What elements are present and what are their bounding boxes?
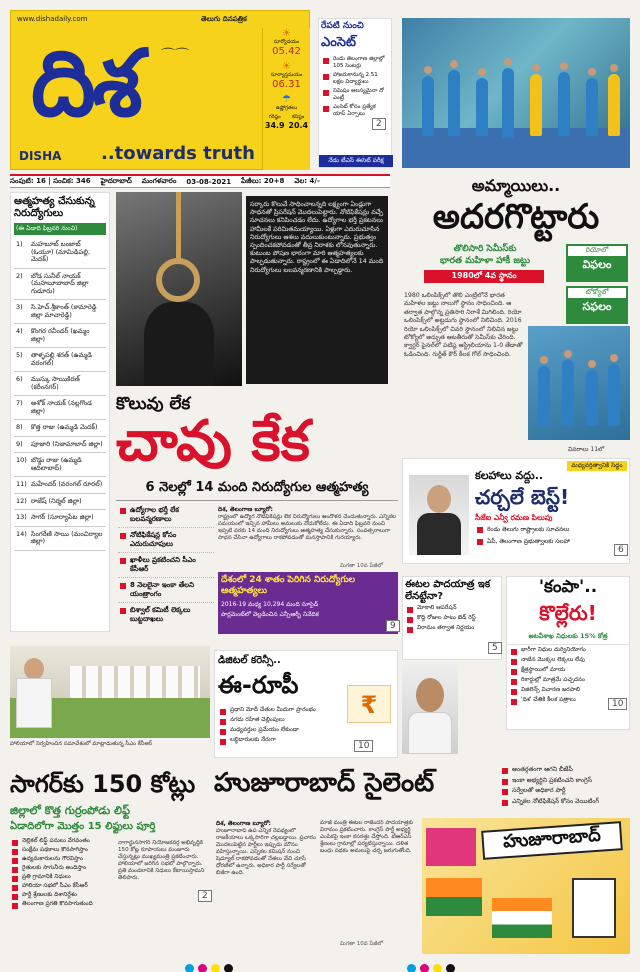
party-flag-saffron xyxy=(426,878,482,916)
sidebar-list-item xyxy=(14,348,106,372)
temp-max: 34.9 xyxy=(264,121,285,130)
ballot-box-icon xyxy=(572,878,616,938)
sidebar-item-text: మహేందర్ (వరంగల్ రూరల్) xyxy=(31,480,103,488)
masthead-tagline: తెలుగు దినపత్రిక xyxy=(201,15,247,23)
erupi-headline: ఈ-రూపీ xyxy=(218,671,299,699)
masthead-url[interactable]: www.dishadaily.com xyxy=(17,15,88,23)
sidebar-list-item xyxy=(14,437,106,454)
cji-item: రెండు తెలుగు రాష్ట్రాలకు సూచనలు xyxy=(475,525,625,534)
eamcet-title: ఎంసెట్ xyxy=(321,35,356,50)
sagar-item: సంక్షేమ పథకాలు కొనసాగిస్తాం xyxy=(10,847,114,854)
sidebar-subtitle: (ఈ ఏడాది ఫిబ్రవరి నుంచి) xyxy=(14,223,106,235)
lead-headline: చావు కేక xyxy=(116,409,310,474)
sagar-item: ఉద్యమకారులను గౌరవిస్తాం xyxy=(10,856,114,863)
sidebar-item-text: రాజేష్ (నిర్మల్ జిల్లా) xyxy=(31,496,82,505)
hockey-body: 1980 ఒలింపిక్స్‌లో తొలి ఎంట్రీలోనే భారత మహిళల జట్టు నాలుగో స్థానం సాధించింది. ఆ తర్వాత పాల్గొన్న ప్రతిసారి నిరాశే మిగిలింది. రియో ఒలింపిక్స్‌లో అట్టడుగు స్థానంలో నిలిచింది. 2016 రియో ఒలింపిక్స్‌లో చివరి స్థానంలో నిలిచిన జట్టు టోక్యోలో అద్భుత ఆటతీరుతో సెమీస్‌కు చేరింది. క్వార్టర్ ఫైనల్‌లో పటిష్ఠ ఆస్ట్రేలియాను 1-0 తేడాతో ఓడించింది. గుర్జీత్ కౌర్ కీలక గోల్ సాధించింది. xyxy=(404,292,523,358)
lead-point: బిశ్వాల్ కమిటీ లెక్కలు బుట్టదాఖలు xyxy=(118,606,214,624)
sagar-headline: సాగర్‌కు 150 కోట్లు xyxy=(10,770,196,798)
sunset-time: 06.31 xyxy=(272,79,301,90)
masthead-birds-icon: ⌒⌒ xyxy=(161,48,189,64)
sunset-icon: ☀ xyxy=(282,61,291,72)
sunrise-label: సూర్యోదయం xyxy=(273,39,300,45)
meta-day: మంగళవారం xyxy=(141,176,177,185)
sagar-item: ప్రతి గ్రామానికి నిధులు xyxy=(10,874,114,881)
huzurabad-item: ఇంకా అభ్యర్థిని ప్రకటించని కాంగ్రెస్ xyxy=(500,777,630,785)
meta-strip xyxy=(10,174,390,188)
eamcet-footer: నేడు టీఎస్ ఈసెట్ పరీక్ష xyxy=(319,155,393,167)
hockey-sub3: 1980లో 4వ స్థానం xyxy=(424,270,544,283)
sidebar-list-item xyxy=(14,237,106,269)
sidebar-item-text: మహబూబ్ బంజాబ్ (ఓయూ) (మామిడిపల్లి, మెదక్) xyxy=(31,240,91,263)
huzurabad-item: అంతర్గతంగా ఆగని బీజేపీ xyxy=(500,766,630,774)
sagar-item: నెల్లికల్ లిఫ్ట్ పనులు వేగవంతం xyxy=(10,838,114,845)
meta-price: వెల: 4/- xyxy=(294,176,320,185)
huzurabad-item: ఎన్నికల నోటిఫికేషన్ కోసం వెయిటింగ్ xyxy=(500,798,630,806)
lead-points xyxy=(118,506,214,627)
kampa-line2: కొల్లేరు! xyxy=(539,601,597,625)
tokyo-result: సఫలం xyxy=(582,300,612,313)
sidebar-item-text: కొంగర రవీందర్ (ఖమ్మం జిల్లా) xyxy=(31,327,90,343)
huzurabad-graphic-title: హుజూరాబాద్ xyxy=(481,821,623,860)
sidebar-list-item xyxy=(14,477,106,494)
sagar-sub1: జిల్లాలో కొత్త గుర్రంపోడు లిఫ్ట్ xyxy=(10,804,130,817)
color-registration-bar xyxy=(0,958,640,970)
lead-kicker: కొలువు లేక xyxy=(116,394,191,414)
sidebar-title: ఆత్మహత్య చేసుకున్న నిరుద్యోగులు xyxy=(14,196,95,219)
lead-intro: సర్కారు కొలువే సాధించాలన్నది లక్ష్యంగా ఏండ్లుగా సాధనతో ప్రిపరేషన్ మొదలుపెట్టారు. నోటిఫికేషన్లు వచ్చే సూచనలు కనిపించడం లేదు. ఉద్యోగాల భర్తీ ప్రకటనలు హామీలకే పరిమితమయ్యాయి. ఏళ్లుగా ఎదురుచూసిన నిరుద్యోగులు ఆశలు వదులుకుంటున్నారు. ప్రభుత్వం స్పందించకపోవడంతో తీవ్ర నిరాశకు లోనవుతున్నారు. కుటుంబ పోషణ భారంగా మారి ఆత్మహత్యలకు పాల్పడుతున్నారు. రాష్ట్రంలో ఈ ఏడాదిలోనే 14 మంది నిరుద్యోగులు బలవన్మరణానికి పాల్పడ్డారు. xyxy=(246,196,388,384)
sidebar-item-text: సి.హెచ్.శ్రీకాంత్ (కామారెడ్డి జిల్లా మాచారెడ్డి) xyxy=(31,303,97,319)
cji-kicker: మధ్యవర్తిత్వానికి సిద్ధం xyxy=(567,461,627,471)
sidebar-list-item xyxy=(14,510,106,527)
erupi-kicker: డిజిటల్ కరెన్సీ.. xyxy=(218,655,281,666)
hockey-headline: అదరగొట్టారు xyxy=(432,197,600,237)
sidebar-list-item xyxy=(14,420,106,437)
sagar-item: రైతులకు సాగునీరు అందిస్తాం xyxy=(10,865,114,872)
sidebar-item-text: పూజారి (నిజామాబాద్ జిల్లా) xyxy=(31,439,103,448)
sidebar-list-item xyxy=(14,494,106,511)
lead-body: రాష్ట్రంలో ఉద్యోగ నోటిఫికేషన్లు లేక నిరుద్యోగులు ఆందోళన చెందుతున్నారు. ఎన్నికల సమయంలో ఇచ్చిన హామీలు అమలుకు నోచుకోలేదు. ఈ ఏడాది ఫిబ్రవరి నుంచి ఇప్పటి వరకు 14 మంది నిరుద్యోగులు ఆత్మహత్య చేసుకున్నారు. సంవత్సరాలుగా సాధన చేసినా ఉద్యోగాలు రాకపోవడంతో మనస్తాపానికి గురయ్యారు. xyxy=(218,514,396,541)
erupi-logo-icon: ₹ xyxy=(347,685,391,723)
hockey-kicker: అమ్మాయిలు.. xyxy=(471,176,561,195)
sidebar-item-number: 14) xyxy=(16,529,27,538)
sidebar-list-item xyxy=(14,527,106,551)
page-ref-cji[interactable]: 6 xyxy=(614,544,628,556)
sunrise-time: 05.42 xyxy=(272,46,301,57)
huzurabad-body2: మాజీ మంత్రి ఈటల రాజేందర్ పాదయాత్రకు విరామం ప్రకటించారు. కాంగ్రెస్ పార్టీ అభ్యర్థి ఎంపికపై ఇంకా కసరత్తు చేస్తోంది. టీఆర్ఎస్ శ్రేణులు గ్రామాల్లో పర్యటిస్తున్నాయి. దళిత బంధు పథకం అమలుపై చర్చ జరుగుతోంది. xyxy=(320,820,414,854)
sunrise-icon: ☀ xyxy=(282,28,291,39)
meta-volume: సంపుటి: 16 | సంచిక: 346 xyxy=(10,176,91,185)
kampa-item: 'దిశ' చేతికి కీలక పత్రాలు xyxy=(509,697,627,704)
huzurabad-continued[interactable]: మిగతా 10వ పేజీలో xyxy=(340,941,384,947)
sidebar-list-item xyxy=(14,453,106,477)
kampa-line1: 'కంపా'.. xyxy=(538,577,598,597)
kcr-photo xyxy=(10,646,210,738)
huzurabad-byline: దిశ, తెలంగాణ బ్యూరో: xyxy=(216,820,271,827)
lead-continued[interactable]: మిగతా 10వ పేజీలో xyxy=(340,563,384,569)
lead-point: 8 నెలలైనా ఇంకా తేలని యంత్రాంగం xyxy=(118,581,214,603)
lead-point: ఖాళీలు ప్రకటించని సీఎం కేసీఆర్ xyxy=(118,556,214,578)
person-head xyxy=(144,302,214,386)
erupi-item: నగదు రహిత చెల్లింపులు xyxy=(218,717,338,724)
kampa-item: క్షేత్రస్థాయిలో మాయ xyxy=(509,667,627,674)
etela-item: విరామం తర్వాత నిర్ణయం xyxy=(405,625,499,632)
sidebar-item-number: 8) xyxy=(16,423,23,431)
eamcet-item: హాజరుకానున్న 2.51 లక్షల విద్యార్థులు xyxy=(321,72,389,85)
huzurabad-graphic xyxy=(422,818,630,954)
page-ref-etela[interactable]: 5 xyxy=(488,642,502,654)
eamcet-item: ఎంసెట్ కోసం ప్రత్యేక యాప్ ఏర్పాటు xyxy=(321,104,389,117)
hockey-celebration-photo xyxy=(528,326,630,440)
weather-icon: ☂ xyxy=(282,94,291,105)
noose-rope xyxy=(176,192,181,262)
lead-byline: దిశ, తెలంగాణ బ్యూరో: xyxy=(218,506,273,513)
meta-pages: పేజీలు: 20+8 xyxy=(241,176,285,185)
sagar-item: హాలియా సభలో సీఎం కేసీఆర్ xyxy=(10,883,114,890)
meta-date: 03-08-2021 xyxy=(186,177,232,186)
cji-line2: చర్చలే బెస్ట్! xyxy=(475,485,570,509)
kampa-tag: అటవీశాఖ నిధులకు 15% కోత్ర xyxy=(507,630,629,645)
page-ref-erupi[interactable]: 10 xyxy=(354,740,373,752)
etela-item: మోకాలి ఆపరేషన్ xyxy=(405,605,499,612)
sidebar-item-number: 9) xyxy=(16,439,23,448)
masthead-brand: DISHA xyxy=(19,149,62,163)
hockey-team-photo xyxy=(402,18,630,168)
sidebar-item-text: సాగర్ (సూర్యాపేట జిల్లా) xyxy=(31,513,94,521)
sidebar-item-number: 10) xyxy=(16,456,27,464)
sidebar-list-item xyxy=(14,269,106,301)
sidebar-item-text: ముస్కు సాయికిరణ్ (కరీంనగర్) xyxy=(31,375,80,391)
sidebar-item-text: బోడ సునీల్ నాయక్ (మహబూబాబాద్ జిల్లా గుడూరు) xyxy=(31,271,89,295)
sidebar-item-number: 5) xyxy=(16,351,23,359)
page-ref-sagar[interactable]: 2 xyxy=(198,890,212,902)
eamcet-item: నిమిషం ఆలస్యమైనా నో ఎంట్రీ xyxy=(321,88,389,101)
kampa-item: రికార్డుల్లో మాత్రమే పచ్చదనం xyxy=(509,677,627,684)
sidebar-item-text: కొత్త రాజు (ఉమ్మడి మెదక్) xyxy=(31,423,98,431)
sagar-item: తెలంగాణ ప్రగతి కొనసాగుతుంది xyxy=(10,901,114,908)
sidebar-list-item xyxy=(14,300,106,324)
noose-loop xyxy=(156,258,200,302)
kampa-item: భారీగా నిధుల దుర్వినియోగం xyxy=(509,647,627,654)
sagar-points xyxy=(10,838,114,910)
lead-subhead: 6 నెలల్లో 14 మంది నిరుద్యోగుల ఆత్మహత్య xyxy=(145,480,369,495)
kampa-item: విజిలెన్స్ విచారణ జరపాలి xyxy=(509,687,627,694)
cji-line1: కలహాలు వద్దు.. xyxy=(475,469,544,482)
sagar-body: నాగార్జునసాగర్ నియోజకవర్గ అభివృద్ధికి 150 కోట్ల రూపాయలు మంజూరు చేస్తున్నట్లు ముఖ్యమంత్రి ప్రకటించారు. హాలియాలో జరిగిన సభలో పాల్గొన్నారు. ప్రతి మండలానికి నిధులు కేటాయిస్తామని తెలిపారు. xyxy=(118,840,205,881)
masthead-slogan: ..towards truth xyxy=(101,143,255,164)
lead-point: ఉద్యోగాల భర్తీ లేక బలవన్మరణాలు xyxy=(118,506,214,528)
sidebar-list-item xyxy=(14,324,106,348)
sidebar-item-number: 3) xyxy=(16,303,23,311)
sidebar-item-number: 4) xyxy=(16,327,23,335)
unemployment-banner xyxy=(218,572,398,634)
eamcet-box xyxy=(318,18,392,168)
sidebar-item-text: తాళ్ళపల్లి శరత్ (ఉమ్మడి వరంగల్) xyxy=(31,351,92,367)
sidebar-item-number: 7) xyxy=(16,399,23,407)
sidebar-item-number: 11) xyxy=(16,480,27,488)
huzurabad-headline: హుజూరాబాద్ సైలెంట్ xyxy=(214,768,435,798)
sagar-item: పార్టీ శ్రేణులకు దిశానిర్దేశం xyxy=(10,892,114,899)
sidebar-item-text: సింగరేణి సాయి (మంచిర్యాల జిల్లా) xyxy=(31,529,103,545)
kampa-item: నాటిన మొక్కల లెక్కలు లేవు xyxy=(509,657,627,664)
sidebar-item-number: 6) xyxy=(16,375,23,383)
cji-box xyxy=(402,458,630,564)
eamcet-item: రెండు తెలంగాణ జిల్లాల్లో 105 సెంటర్లు xyxy=(321,56,389,69)
lead-point: నోటిఫికేషన్ల కోసం ఎదురుచూపులు xyxy=(118,531,214,553)
hockey-sub1: తొలిసారి సెమీస్‌కు xyxy=(453,244,517,254)
hockey-sub2: భారత మహిళా హాకీ జట్టు xyxy=(440,256,530,266)
etela-item: కొద్ది రోజుల పాటు బెడ్ రెస్ట్ xyxy=(405,615,499,622)
page-ref-banner[interactable]: 9 xyxy=(386,620,400,632)
tokyo-box xyxy=(566,286,628,324)
hockey-page-ref[interactable]: వివరాలు 11లో xyxy=(568,446,605,453)
etela-photo xyxy=(402,664,458,754)
party-flag-pink xyxy=(426,828,476,866)
sidebar-item-text: అశోక్ నాయక్ (నల్లగొండ జిల్లా) xyxy=(31,399,92,415)
cji-item: ఏపీ, తెలంగాణ ప్రభుత్వాలకు సలహా xyxy=(475,537,625,546)
sidebar-item-number: 13) xyxy=(16,513,27,521)
rio-box xyxy=(566,244,628,282)
banner-line2: పార్లమెంట్‌లో వెల్లడించిన ఎన్సీఆర్బీ నివేదిక xyxy=(221,611,319,618)
cji-sub: సీజేఐ ఎన్వీ రమణ పిలుపు xyxy=(475,513,553,522)
sidebar-item-number: 2) xyxy=(16,271,23,280)
banner-line1: 2016-19 మధ్య 10,294 మంది సూసైడ్ xyxy=(221,601,319,608)
temp-min: 20.4 xyxy=(288,121,309,130)
kcr-caption: హాలియాలో నిర్వహించిన సమావేశంలో మాట్లాడుతున్న సీఎం కేసీఆర్ xyxy=(10,741,153,747)
cji-photo xyxy=(409,475,469,555)
sunset-label: సూర్యాస్తమయం xyxy=(270,72,303,78)
erupi-item: మధ్యవర్తుల ప్రమేయం లేకుండా xyxy=(218,727,338,734)
sagar-sub2: ఏడాదిలోగా మొత్తం 15 లిఫ్టులు పూర్తి xyxy=(10,821,156,832)
suicides-sidebar xyxy=(10,192,110,632)
huzurabad-points xyxy=(500,766,630,808)
erupi-item: లబ్ధిదారులకు నేరుగా xyxy=(218,737,338,744)
masthead-logo: దిశ xyxy=(31,30,139,137)
rio-label: రియోలో xyxy=(568,246,626,256)
party-flag-congress xyxy=(492,898,552,938)
min-label: కనిష్ఠం xyxy=(292,114,305,120)
weather-label: ఉష్ణోగ్రతలు xyxy=(275,105,298,111)
etela-headline: ఈటల పాదయాత్ర ఇక లేనట్టేనా? xyxy=(405,579,491,602)
weather-box xyxy=(262,28,310,170)
meta-city: హైదరాబాద్ xyxy=(100,176,132,185)
huzurabad-body1: హుజూరాబాద్ ఉప ఎన్నిక నేపథ్యంలో రాజకీయాలు ఒక్కసారిగా చల్లబడ్డాయి. ప్రచారం మొదలుపెట్టిన పార్టీలు ఇప్పుడు మౌనం వహిస్తున్నాయి. ఎన్నికల కమిషన్ నుంచి షెడ్యూల్ రాకపోవడంతో నేతలు వేచి చూసే ధోరణిలో ఉన్నారు. అధికార పార్టీ సర్వేలతో బిజీగా ఉంది. xyxy=(216,828,316,876)
eamcet-kicker: రేపటి నుంచి xyxy=(321,21,364,31)
banner-title: దేశంలో 24 శాతం పెరిగిన నిరుద్యోగుల ఆత్మహత్యలు xyxy=(221,575,356,596)
sidebar-item-number: 12) xyxy=(16,496,27,505)
lead-photo xyxy=(116,192,242,386)
tokyo-label: టోక్యోలో xyxy=(568,288,626,298)
page-ref-kampa[interactable]: 10 xyxy=(608,698,627,710)
rio-result: విఫలం xyxy=(582,258,612,271)
sidebar-item-number: 1) xyxy=(16,240,23,248)
sidebar-item-text: బొడ్డు రాజు (ఉమ్మడి ఆదిలాబాద్) xyxy=(31,456,82,472)
etela-box xyxy=(402,576,502,660)
erupi-item: ప్రధాని మోదీ చేతుల మీదుగా ప్రారంభం xyxy=(218,707,338,714)
sidebar-list-item xyxy=(14,396,106,420)
sidebar-list-item xyxy=(14,372,106,396)
page-ref-eamcet[interactable]: 2 xyxy=(372,118,386,130)
max-label: గరిష్ఠం xyxy=(268,114,281,120)
lead-divider xyxy=(116,500,398,501)
huzurabad-item: సర్వేలతో అధికార పార్టీ xyxy=(500,787,630,795)
